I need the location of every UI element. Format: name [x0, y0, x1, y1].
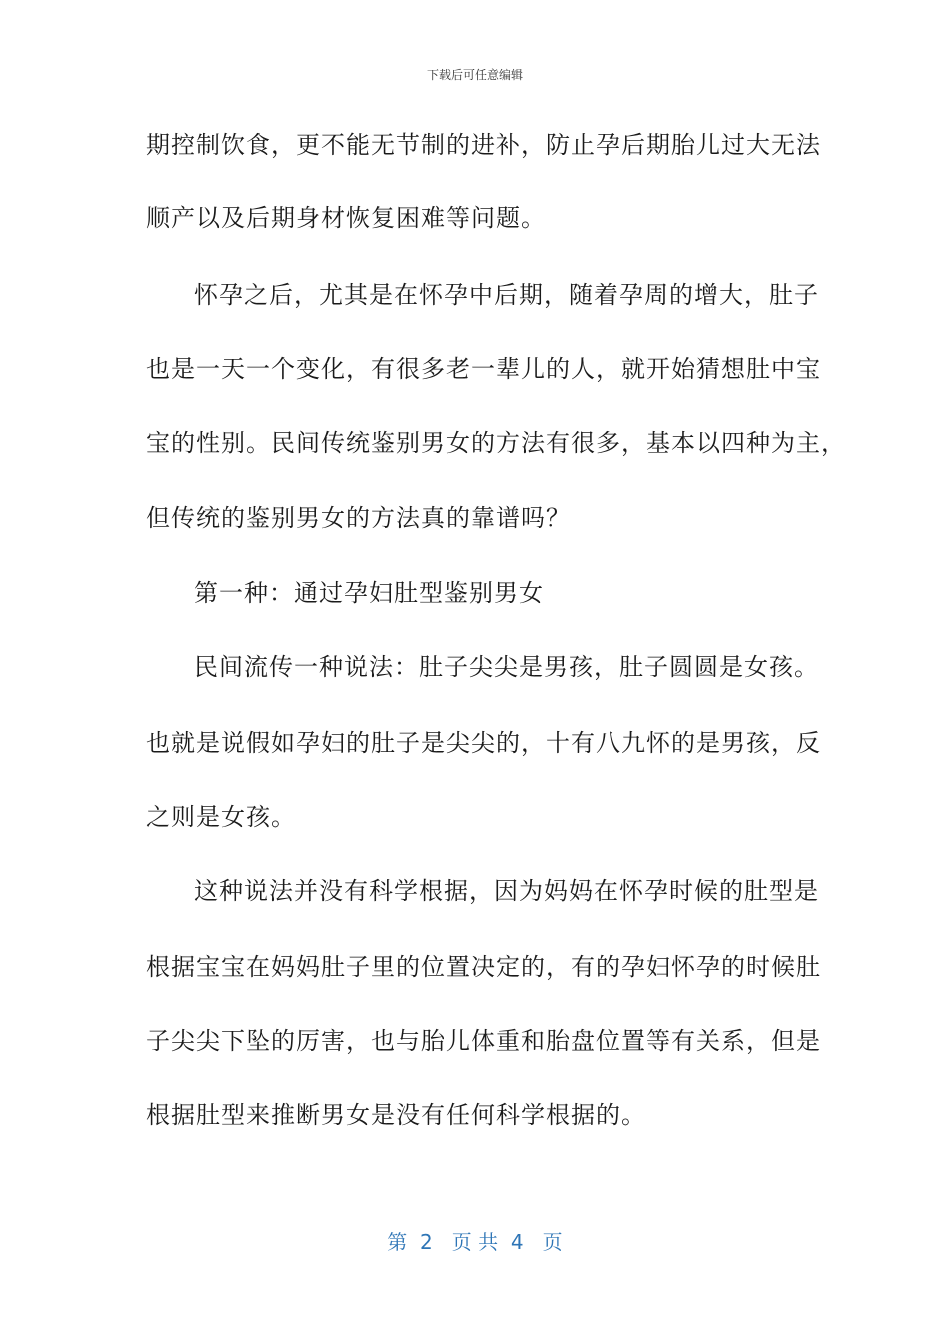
paragraph-line: 也就是说假如孕妇的肚子是尖尖的，十有八九怀的是男孩，反 [146, 729, 821, 757]
paragraph-line: 之则是女孩。 [146, 803, 296, 831]
paragraph-line: 也是一天一个变化，有很多老一辈儿的人，就开始猜想肚中宝 [146, 355, 821, 383]
paragraph-line: 根据肚型来推断男女是没有任何科学根据的。 [146, 1101, 646, 1129]
paragraph-line: 这种说法并没有科学根据，因为妈妈在怀孕时候的肚型是 [194, 877, 819, 905]
paragraph-line: 子尖尖下坠的厉害，也与胎儿体重和胎盘位置等有关系，但是 [146, 1027, 821, 1055]
paragraph-line: 但传统的鉴别男女的方法真的靠谱吗？ [146, 504, 571, 532]
paragraph-line: 根据宝宝在妈妈肚子里的位置决定的，有的孕妇怀孕的时候肚 [146, 953, 821, 981]
section-heading: 第一种：通过孕妇肚型鉴别男女 [194, 579, 544, 607]
paragraph-line: 期控制饮食，更不能无节制的进补，防止孕后期胎儿过大无法 [146, 131, 821, 159]
page-header: 下载后可任意编辑 [426, 68, 523, 82]
paragraph-line: 民间流传一种说法：肚子尖尖是男孩，肚子圆圆是女孩。 [194, 653, 819, 681]
paragraph-line: 宝的性别。民间传统鉴别男女的方法有很多，基本以四种为主， [146, 429, 846, 457]
page-number: 第 2 页 共 4 页 [387, 1230, 563, 1254]
paragraph-line: 怀孕之后，尤其是在怀孕中后期，随着孕周的增大，肚子 [194, 281, 819, 309]
paragraph-line: 顺产以及后期身材恢复困难等问题。 [146, 204, 546, 232]
